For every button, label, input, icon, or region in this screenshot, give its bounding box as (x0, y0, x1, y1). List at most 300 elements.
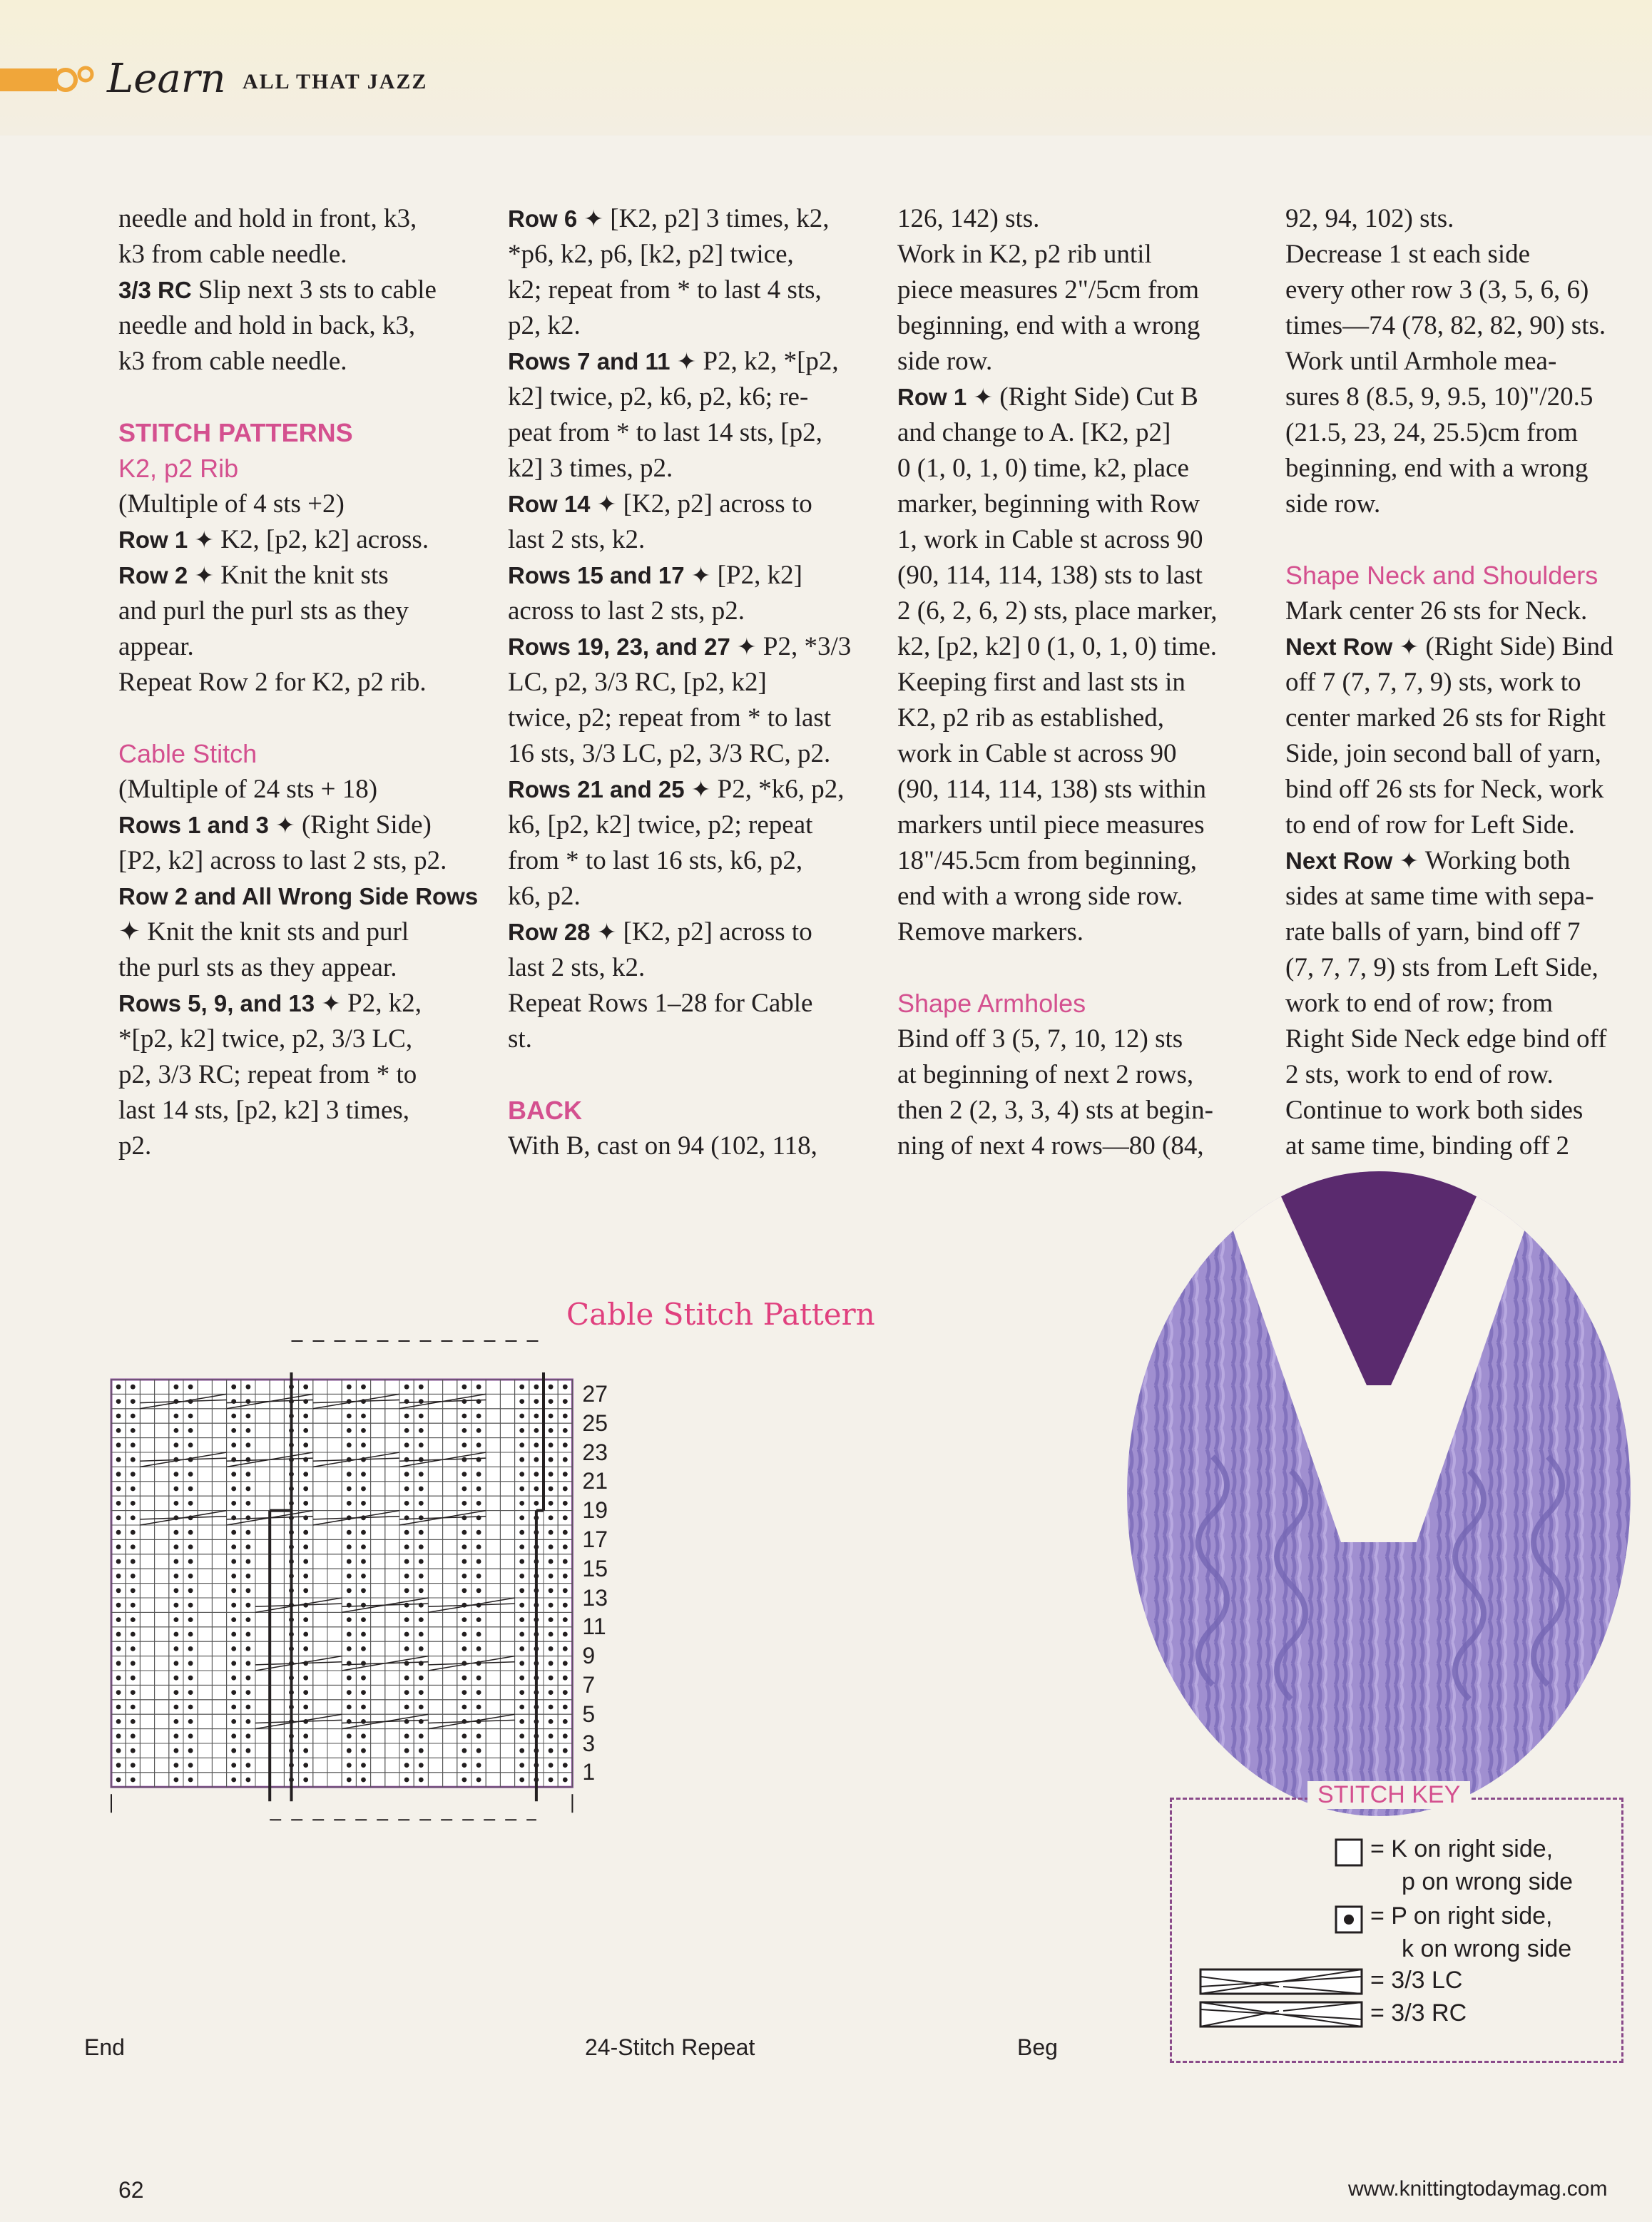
text: (Right Side) Bind (1419, 632, 1613, 661)
purl-dot (303, 1588, 308, 1593)
purl-dot (131, 1457, 136, 1462)
key-rc-label: = 3/3 RC (1370, 1999, 1467, 2027)
purl-dot (116, 1690, 121, 1695)
term: Row 2 ✦ (118, 562, 214, 588)
text-line: k2] twice, p2, k6, p2, k6; re- (508, 382, 809, 412)
purl-dot (188, 1588, 193, 1593)
purl-dot (563, 1399, 568, 1404)
text-line: k2] 3 times, p2. (508, 454, 673, 483)
purl-dot (563, 1472, 568, 1477)
text-line: *[p2, k2] twice, p2, 3/3 LC, (118, 1024, 413, 1054)
purl-dot (404, 1661, 409, 1666)
purl-dot (116, 1676, 121, 1681)
purl-dot (131, 1472, 136, 1477)
purl-dot (131, 1733, 136, 1738)
purl-dot (116, 1501, 121, 1506)
purl-dot (476, 1530, 481, 1535)
purl-dot (246, 1487, 251, 1492)
purl-dot (476, 1588, 481, 1593)
purl-dot (419, 1442, 424, 1447)
purl-dot (361, 1442, 366, 1447)
purl-dot (462, 1588, 467, 1593)
purl-dot (563, 1603, 568, 1608)
row-number: 7 (582, 1672, 596, 1698)
purl-dot (347, 1442, 352, 1447)
text: Working both (1419, 846, 1571, 875)
purl-dot (563, 1778, 568, 1783)
text-line: p2. (118, 1131, 152, 1161)
purl-dot (534, 1472, 539, 1477)
text-line: last 14 sts, [p2, k2] 3 times, (118, 1096, 410, 1125)
row-number: 1 (582, 1759, 596, 1785)
purl-dot (303, 1748, 308, 1753)
purl-dot (563, 1733, 568, 1738)
purl-dot (188, 1705, 193, 1710)
purl-dot (174, 1472, 179, 1477)
text-line: every other row 3 (3, 5, 6, 6) (1285, 275, 1589, 305)
purl-dot (419, 1559, 424, 1564)
purl-dot (231, 1428, 236, 1433)
text-line: (7, 7, 7, 9) sts from Left Side, (1285, 953, 1599, 982)
purl-dot (404, 1632, 409, 1637)
chart-end-label: End (84, 2034, 125, 2060)
text-line: end with a wrong side row. (897, 882, 1183, 911)
purl-dot (563, 1457, 568, 1462)
purl-dot (404, 1559, 409, 1564)
purl-dot (131, 1676, 136, 1681)
purl-dot (549, 1442, 554, 1447)
purl-dot-icon (1344, 1915, 1354, 1925)
purl-dot (246, 1544, 251, 1549)
purl-dot (476, 1442, 481, 1447)
term: Row 1 ✦ (897, 384, 993, 410)
purl-dot (246, 1778, 251, 1783)
purl-dot (419, 1487, 424, 1492)
purl-dot (404, 1603, 409, 1608)
purl-dot (188, 1733, 193, 1738)
purl-dot (549, 1501, 554, 1506)
purl-dot (404, 1676, 409, 1681)
text: P2, k2, *[p2, (696, 347, 839, 376)
purl-dot (246, 1574, 251, 1579)
purl-dot (303, 1763, 308, 1768)
purl-dot (188, 1574, 193, 1579)
purl-dot (476, 1646, 481, 1651)
purl-dot (549, 1559, 554, 1564)
term: Rows 19, 23, and 27 ✦ (508, 633, 757, 660)
text-line: k2, [p2, k2] 0 (1, 0, 1, 0) time. (897, 632, 1218, 661)
purl-dot (404, 1617, 409, 1622)
purl-dot (303, 1559, 308, 1564)
purl-dot (347, 1676, 352, 1681)
purl-dot (131, 1414, 136, 1419)
term: Row 1 ✦ (118, 526, 214, 553)
text-line: beginning, end with a wrong (1285, 454, 1589, 483)
purl-dot (476, 1632, 481, 1637)
purl-dot (347, 1705, 352, 1710)
text-line: k3 from cable needle. (118, 347, 347, 376)
text-line: the purl sts as they appear. (118, 953, 397, 982)
purl-dot (303, 1544, 308, 1549)
purl-dot (519, 1603, 524, 1608)
purl-dot (476, 1574, 481, 1579)
text-line: last 2 sts, k2. (508, 953, 646, 982)
purl-dot (549, 1385, 554, 1390)
purl-dot (404, 1442, 409, 1447)
purl-dot (519, 1544, 524, 1549)
text-line: 1, work in Cable st across 90 (897, 525, 1203, 554)
purl-dot (303, 1705, 308, 1710)
purl-dot (231, 1632, 236, 1637)
purl-dot (246, 1646, 251, 1651)
purl-dot (303, 1487, 308, 1492)
purl-dot (116, 1559, 121, 1564)
purl-dot (131, 1385, 136, 1390)
purl-dot (519, 1501, 524, 1506)
purl-dot (563, 1588, 568, 1593)
text-line: work in Cable st across 90 (897, 739, 1177, 768)
purl-dot (563, 1676, 568, 1681)
purl-dot (347, 1588, 352, 1593)
purl-dot (303, 1733, 308, 1738)
purl-dot (419, 1778, 424, 1783)
purl-dot (231, 1733, 236, 1738)
purl-dot (231, 1705, 236, 1710)
purl-dot (519, 1588, 524, 1593)
purl-dot (174, 1632, 179, 1637)
purl-dot (404, 1763, 409, 1768)
purl-dot (462, 1442, 467, 1447)
text-line: Work until Armhole mea- (1285, 347, 1557, 376)
text-line: and change to A. [K2, p2] (897, 418, 1171, 447)
purl-dot (519, 1515, 524, 1520)
purl-dot (174, 1676, 179, 1681)
text-line: Mark center 26 sts for Neck. (1285, 596, 1588, 626)
subheading: Cable Stitch (118, 739, 258, 768)
purl-dot (231, 1588, 236, 1593)
purl-dot (563, 1428, 568, 1433)
purl-dot (116, 1414, 121, 1419)
subheading: BACK (508, 1096, 582, 1125)
term: Next Row ✦ (1285, 633, 1419, 660)
purl-dot (419, 1385, 424, 1390)
text-line: at same time, binding off 2 (1285, 1131, 1570, 1161)
purl-dot (116, 1705, 121, 1710)
term: Row 28 ✦ (508, 919, 617, 945)
text-line: (Multiple of 24 sts + 18) (118, 775, 378, 804)
purl-dot (462, 1472, 467, 1477)
purl-dot (131, 1544, 136, 1549)
text-line: twice, p2; repeat from * to last (508, 703, 832, 733)
subheading: K2, p2 Rib (118, 454, 239, 483)
text-line: Repeat Row 2 for K2, p2 rib. (118, 668, 427, 697)
purl-dot (303, 1646, 308, 1651)
purl-dot (231, 1385, 236, 1390)
purl-dot (361, 1530, 366, 1535)
purl-dot (347, 1646, 352, 1651)
purl-dot (519, 1632, 524, 1637)
purl-dot (303, 1574, 308, 1579)
purl-dot (534, 1501, 539, 1506)
text-line: 126, 142) sts. (897, 204, 1040, 233)
purl-dot (519, 1414, 524, 1419)
purl-dot (419, 1414, 424, 1419)
text-line: k6, [p2, k2] twice, p2; repeat (508, 810, 813, 840)
purl-dot (188, 1661, 193, 1666)
text-line: Remove markers. (897, 917, 1084, 947)
purl-dot (246, 1617, 251, 1622)
row-number: 17 (582, 1527, 608, 1552)
purl-dot (549, 1632, 554, 1637)
purl-dot (188, 1676, 193, 1681)
purl-dot (462, 1574, 467, 1579)
purl-dot (188, 1559, 193, 1564)
purl-dot (246, 1733, 251, 1738)
purl-dot (476, 1748, 481, 1753)
purl-dot (404, 1588, 409, 1593)
sweater-swatch-photo (1127, 1171, 1631, 1816)
purl-dot (246, 1501, 251, 1506)
purl-dot (404, 1733, 409, 1738)
purl-dot (347, 1748, 352, 1753)
purl-dot (404, 1778, 409, 1783)
purl-dot (419, 1676, 424, 1681)
purl-dot (476, 1385, 481, 1390)
purl-dot (116, 1763, 121, 1768)
purl-dot (131, 1442, 136, 1447)
purl-dot (519, 1472, 524, 1477)
term: 3/3 RC (118, 277, 192, 303)
purl-dot (519, 1428, 524, 1433)
key-lc-label: = 3/3 LC (1370, 1967, 1463, 1994)
text-line: times—74 (78, 82, 82, 90) sts. (1285, 311, 1606, 340)
purl-dot (404, 1719, 409, 1724)
purl-dot (231, 1690, 236, 1695)
purl-dot (246, 1442, 251, 1447)
text-line: from * to last 16 sts, k6, p2, (508, 846, 803, 875)
purl-dot (347, 1690, 352, 1695)
purl-dot (519, 1399, 524, 1404)
purl-dot (549, 1646, 554, 1651)
text-line: appear. (118, 632, 194, 661)
purl-dot (131, 1748, 136, 1753)
purl-dot (519, 1690, 524, 1695)
purl-dot (563, 1632, 568, 1637)
purl-dot (476, 1617, 481, 1622)
purl-dot (231, 1574, 236, 1579)
purl-dot (116, 1719, 121, 1724)
purl-dot (462, 1501, 467, 1506)
cable-rc-icon (1200, 2002, 1362, 2027)
purl-dot (549, 1487, 554, 1492)
purl-dot (519, 1487, 524, 1492)
purl-dot (549, 1515, 554, 1520)
purl-dot (419, 1428, 424, 1433)
purl-dot (246, 1676, 251, 1681)
text-line: last 2 sts, k2. (508, 525, 646, 554)
purl-dot (116, 1588, 121, 1593)
purl-dot (116, 1544, 121, 1549)
purl-dot (462, 1676, 467, 1681)
purl-dot (246, 1399, 251, 1404)
purl-dot (347, 1501, 352, 1506)
purl-dot (188, 1501, 193, 1506)
purl-dot (174, 1748, 179, 1753)
key-knit-line1: = K on right side, (1370, 1835, 1554, 1862)
purl-dot (563, 1646, 568, 1651)
purl-dot (347, 1385, 352, 1390)
row-number: 27 (582, 1381, 608, 1407)
text-line: Repeat Rows 1–28 for Cable (508, 989, 813, 1018)
purl-dot (347, 1544, 352, 1549)
text-line: (Multiple of 4 sts +2) (118, 489, 345, 519)
purl-dot (419, 1501, 424, 1506)
subheading: STITCH PATTERNS (118, 418, 353, 447)
purl-dot (534, 1385, 539, 1390)
purl-dot (519, 1705, 524, 1710)
purl-dot (246, 1603, 251, 1608)
text-line: K2, p2 rib as established, (897, 703, 1165, 733)
purl-dot (404, 1414, 409, 1419)
purl-dot (231, 1559, 236, 1564)
purl-dot (462, 1705, 467, 1710)
purl-dot (131, 1690, 136, 1695)
text: (Right Side) (295, 810, 432, 840)
purl-dot (361, 1428, 366, 1433)
purl-dot (404, 1428, 409, 1433)
purl-dot (174, 1530, 179, 1535)
purl-dot (188, 1748, 193, 1753)
purl-dot (347, 1472, 352, 1477)
purl-dot (476, 1428, 481, 1433)
purl-dot (188, 1530, 193, 1535)
purl-dot (231, 1487, 236, 1492)
purl-dot (361, 1705, 366, 1710)
purl-dot (174, 1385, 179, 1390)
purl-dot (419, 1733, 424, 1738)
key-purl-line2: k on wrong side (1402, 1935, 1572, 1962)
purl-dot (303, 1472, 308, 1477)
purl-dot (476, 1472, 481, 1477)
purl-dot (347, 1733, 352, 1738)
purl-dot (188, 1763, 193, 1768)
purl-dot (231, 1646, 236, 1651)
chart-cells (111, 1380, 572, 1787)
text: [K2, p2] across to (616, 917, 812, 947)
text-line: (90, 114, 114, 138) sts within (897, 775, 1207, 804)
purl-dot (462, 1646, 467, 1651)
text-line: Side, join second ball of yarn, (1285, 739, 1601, 768)
purl-dot (462, 1515, 467, 1520)
text-line: ning of next 4 rows—80 (84, (897, 1131, 1204, 1161)
purl-dot (116, 1646, 121, 1651)
purl-dot (549, 1399, 554, 1404)
text-line: p2, k2. (508, 311, 581, 340)
purl-dot (174, 1719, 179, 1724)
purl-dot (549, 1574, 554, 1579)
purl-dot (188, 1544, 193, 1549)
purl-dot (116, 1603, 121, 1608)
term: Rows 15 and 17 ✦ (508, 562, 711, 588)
purl-dot (549, 1428, 554, 1433)
purl-dot (361, 1632, 366, 1637)
key-knit-line2: p on wrong side (1402, 1868, 1574, 1895)
purl-dot (131, 1428, 136, 1433)
text-line: (90, 114, 114, 138) sts to last (897, 561, 1203, 590)
purl-dot (361, 1472, 366, 1477)
chart-beg-label: Beg (1017, 2034, 1058, 2060)
text: K2, [p2, k2] across. (214, 525, 429, 554)
text: [K2, p2] 3 times, k2, (603, 204, 830, 233)
footer-url: www.knittingtodaymag.com (1348, 2177, 1608, 2201)
purl-dot (116, 1748, 121, 1753)
purl-dot (404, 1544, 409, 1549)
purl-dot (174, 1733, 179, 1738)
text-line: peat from * to last 14 sts, [p2, (508, 418, 822, 447)
purl-dot (231, 1414, 236, 1419)
purl-dot (549, 1544, 554, 1549)
purl-dot (462, 1544, 467, 1549)
term: Rows 21 and 25 ✦ (508, 776, 711, 802)
text-line: beginning, end with a wrong (897, 311, 1200, 340)
purl-dot (361, 1617, 366, 1622)
purl-dot (419, 1632, 424, 1637)
purl-dot (116, 1428, 121, 1433)
purl-dot (131, 1574, 136, 1579)
purl-dot (419, 1763, 424, 1768)
purl-dot (462, 1632, 467, 1637)
purl-dot (519, 1763, 524, 1768)
purl-dot (116, 1515, 121, 1520)
purl-dot (462, 1457, 467, 1462)
purl-dot (361, 1646, 366, 1651)
text-line: at beginning of next 2 rows, (897, 1060, 1194, 1089)
purl-dot (246, 1690, 251, 1695)
text-line: Bind off 3 (5, 7, 10, 12) sts (897, 1024, 1183, 1054)
purl-dot (476, 1414, 481, 1419)
purl-dot (563, 1442, 568, 1447)
purl-dot (462, 1763, 467, 1768)
purl-dot (246, 1632, 251, 1637)
purl-dot (131, 1399, 136, 1404)
purl-dot (404, 1646, 409, 1651)
text: Slip next 3 sts to cable (191, 275, 437, 305)
purl-dot (174, 1705, 179, 1710)
purl-dot (419, 1544, 424, 1549)
purl-dot (361, 1763, 366, 1768)
purl-dot (361, 1719, 366, 1724)
purl-dot (303, 1442, 308, 1447)
cable-lc-icon (1200, 1969, 1362, 1994)
text-line: side row. (1285, 489, 1381, 519)
purl-dot (519, 1661, 524, 1666)
purl-dot (462, 1559, 467, 1564)
text: Knit the knit sts (214, 561, 389, 590)
purl-dot (174, 1442, 179, 1447)
text-line: needle and hold in front, k3, (118, 204, 417, 233)
purl-dot (419, 1399, 424, 1404)
purl-dot (476, 1501, 481, 1506)
purl-dot (519, 1574, 524, 1579)
purl-dot (347, 1778, 352, 1783)
purl-dot (174, 1588, 179, 1593)
purl-dot (231, 1763, 236, 1768)
purl-dot (116, 1472, 121, 1477)
purl-dot (303, 1530, 308, 1535)
text: (Right Side) Cut B (993, 382, 1198, 412)
purl-dot (347, 1632, 352, 1637)
purl-dot (563, 1501, 568, 1506)
